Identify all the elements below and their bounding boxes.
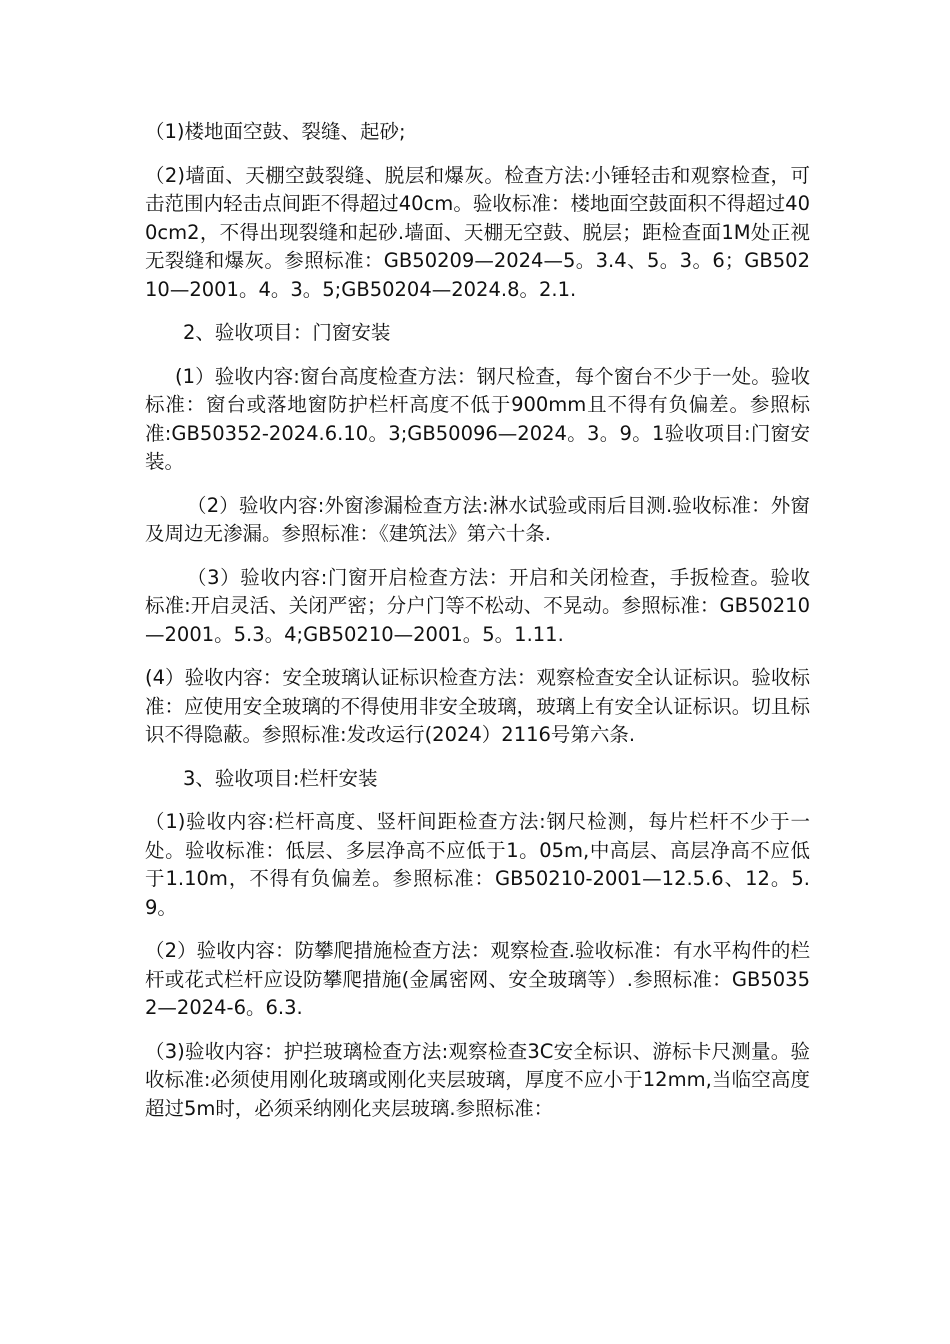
section-heading-railings: 3、验收项目:栏杆安装: [183, 766, 378, 790]
paragraph-floor-defects: （1)楼地面空鼓、裂缝、起砂;: [145, 120, 406, 143]
paragraph-door-window-opening: （3）验收内容:门窗开启检查方法：开启和关闭检查，手扳检查。验收标准:开启灵活、关闭严密；分户门等不松动、不晃动。参照标准：GB50210—2001。5.3。4;GB50210—2001。5。1.11.: [145, 565, 810, 646]
section-heading-doors-windows: 2、验收项目：门窗安装: [183, 321, 391, 344]
paragraph-window-leakage: （2）验收内容:外窗渗漏检查方法:淋水试验或雨后目测.验收标准：外窗及周边无渗漏。参照标准：《建筑法》第六十条.: [145, 493, 810, 545]
paragraph-window-sill-height: (1）验收内容:窗台高度检查方法：钢尺检查，每个窗台不少于一处。验收标准：窗台或落地窗防护栏杆高度不低于900mm且不得有负偏差。参照标准:GB50352-2024.6.10。3;GB50096—2024。3。9。1验收项目:门窗安装。: [145, 364, 810, 473]
paragraph-wall-ceiling-defects: （2)墙面、天棚空鼓裂缝、脱层和爆灰。检查方法:小锤轻击和观察检查，可击范围内轻击点间距不得超过40cm。验收标准：楼地面空鼓面积不得超过400cm2，不得出现裂缝和起砂.墙面、天棚无空鼓、脱层；距检查面1M处正视无裂缝和爆灰。参照标准：GB50209—2024—5。3.4、5。3。6；GB50210—2001。4。3。5;GB50204—2024.8。2.1.: [145, 163, 810, 301]
paragraph-guard-glass: （3)验收内容：护拦玻璃检查方法:观察检查3C安全标识、游标卡尺测量。验收标准:必须使用刚化玻璃或刚化夹层玻璃，厚度不应小于12mm,当临空高度超过5m时，必须采纳刚化夹层玻璃.参照标准：: [145, 1039, 810, 1120]
paragraph-anti-climb: （2）验收内容：防攀爬措施检查方法：观察检查.验收标准：有水平构件的栏杆或花式栏杆应设防攀爬措施(金属密网、安全玻璃等）.参照标准：GB50352—2024-6。6.3.: [145, 939, 810, 1019]
paragraph-safety-glass-label: (4）验收内容：安全玻璃认证标识检查方法：观察检查安全认证标识。验收标准：应使用安全玻璃的不得使用非安全玻璃，玻璃上有安全认证标识。切且标识不得隐蔽。参照标准:发改运行(2024）2116号第六条.: [145, 666, 810, 746]
document-body: [145, 118, 810, 1138]
paragraph-railing-height: （1)验收内容:栏杆高度、竖杆间距检查方法:钢尺检测，每片栏杆不少于一处。验收标准：低层、多层净高不应低于1。05m,中高层、高层净高不应低于1.10m，不得有负偏差。参照标准：GB50210-2001—12.5.6、12。5.9。: [145, 810, 810, 919]
